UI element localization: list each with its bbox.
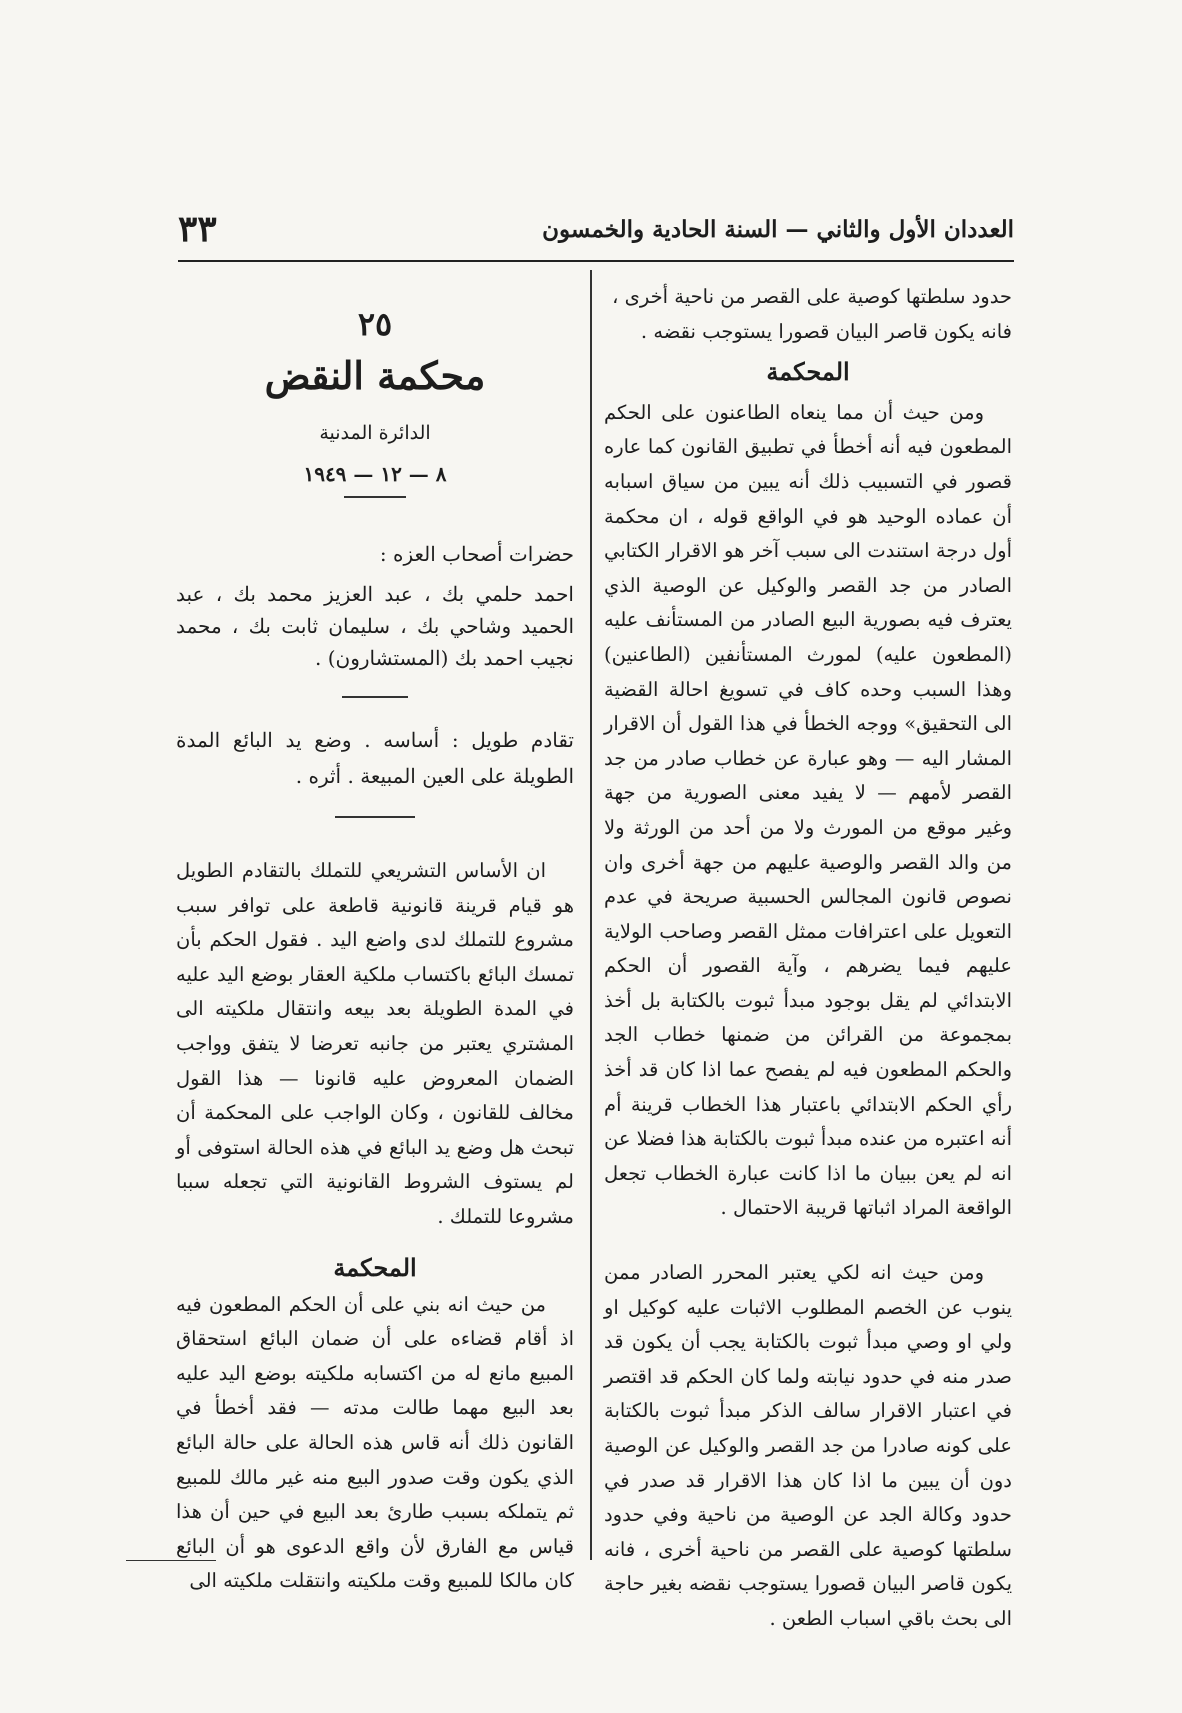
- column-divider: [590, 270, 592, 1560]
- running-title: العددان الأول والثاني — السنة الحادية والخمسون: [542, 215, 1014, 243]
- intro-line: حدود سلطتها كوصية على القصر من ناحية أخرى ،: [612, 285, 1012, 308]
- left-column: [176, 305, 574, 1599]
- circuit-name: الدائرة المدنية: [319, 422, 431, 444]
- divider: [342, 696, 408, 698]
- judgment-paragraph: ومن حيث انه لكي يعتبر المحرر الصادر ممن ينوب عن الخصم المطلوب الاثبات عليه كوكيل او ولي او وصي مبدأ ثبوت بالكتابة يجب أن يكون قد صدر منه في حدود نيابته ولما كان الحكم قد اقتصر في اعتبار الاقرار سالف الذكر مبدأ ثبوت بالكتابة على كونه صادرا من جد القصر والوكيل عن الوصية دون أن يبين ما اذا كان هذا الاقرار قد صدر في حدود وكالة الجد عن الوصية من ناحية وفي حدود سلطتها كوصية على القصر من ناحية أخرى ، فانه يكون قاصر البيان قصورا يستوجب نقضه بغير حاجة الى بحث باقي اسباب الطعن .: [604, 1261, 1012, 1630]
- headnote: تقادم طويل : أساسه . وضع يد البائع المدة الطويلة على العين المبيعة . أثره .: [176, 728, 574, 788]
- bench-names: احمد حلمي بك ، عبد العزيز محمد بك ، عبد الحميد وشاحي بك ، سليمان ثابت بك ، محمد نجيب احمد بك (المستشارون) .: [176, 582, 574, 670]
- page-number: ٣٣: [178, 208, 217, 250]
- right-column: [604, 280, 1012, 1637]
- legal-principle: ان الأساس التشريعي للتملك بالتقادم الطويل هو قيام قرينة قانونية قاطعة على توافر سبب مشروع للتملك لدى واضع اليد . فقول الحكم بأن تمسك البائع باكتساب ملكية العقار بوضع اليد عليه في المدة الطويلة بعد بيعه وانتقال ملكيته الى المشتري يعتبر من جانبه تعرضا لا يتفق وواجب الضمان المعروض عليه قانونا — هذا القول مخالف للقانون ، وكان الواجب على المحكمة أن تبحث هل وضع يد البائع في هذه الحالة استوفى أو لم يستوف الشروط القانونية التي تجعله سببا مشروعا للتملك .: [176, 859, 574, 1228]
- judgment-paragraph: ومن حيث أن مما ينعاه الطاعنون على الحكم المطعون فيه أنه أخطأ في تطبيق القانون كما عاره قصور في التسبيب ذلك أنه يبين من سياق اسبابه أن عماده الوحيد هو في الواقع قوله ، ان محكمة أول درجة استندت الى سبب آخر هو الاقرار الكتابي الصادر من جد القصر والوكيل عن الوصية الذي يعترف فيه بصورية البيع الصادر من المستأنف عليه (المطعون عليه) لمورث المستأنفين (الطاعنين) وهذا السبب وحده كاف في تسويغ احالة القضية الى التحقيق» ووجه الخطأ في هذا القول أن الاقرار المشار اليه — وهو عبارة عن خطاب صادر من جد القصر لأمهم — لا يفيد معنى الصورية من جهة وغير موقع من المورث ولا من أحد من الورثة ولا من والد القصر والوصية عليهم من جهة أخرى وان نصوص قانون المجالس الحسبية صريحة في عدم التعويل على اعترافات ممثل القصر وصاحب الولاية عليهم فيما يضرهم ، وآية القصور أن الحكم الابتدائي لم يقل بوجود مبدأ ثبوت بالكتابة بل أخذ بمجموعة من القرائن من ضمنها خطاب الجد والحكم المطعون فيه لم يفصح عما اذا كان قد أخذ رأي الحكم الابتدائي باعتبار هذا الخطاب قرينة أم أنه اعتبره من عنده مبدأ ثبوت بالكتابة هذا فضلا عن انه لم يعن ببيان ما اذا كانت عبارة الخطاب تجعل الواقعة المراد اثباتها قريبة الاحتمال .: [604, 400, 1012, 1220]
- court-name: محكمة النقض: [264, 353, 486, 398]
- case-number: ٢٥: [357, 305, 393, 343]
- judgment-paragraph: من حيث انه بني على أن الحكم المطعون فيه اذ أقام قضاءه على أن ضمان البائع استحقاق المبيع مانع له من اكتسابه ملكيته بوضع اليد عليه بعد البيع مهما طالت مدته — فقد أخطأ في القانون ذلك أنه قاس هذه الحالة على حالة البائع الذي يكون وقت صدور البيع منه غير مالك للمبيع ثم يتملكه بسبب طارئ بعد البيع في حين أن هذا قياس مع الفارق لأن واقع الدعوى هو أن البائع كان مالكا للمبيع وقت ملكيته وانتقلت ملكيته الى: [176, 1292, 574, 1593]
- bench-heading: حضرات أصحاب العزه :: [379, 542, 574, 566]
- section-heading: المحكمة: [333, 1252, 417, 1282]
- section-heading: المحكمة: [766, 357, 850, 387]
- paragraph-gap: [604, 1226, 1012, 1256]
- page-header: [178, 206, 1014, 252]
- header-rule: [178, 260, 1014, 262]
- intro-line: فانه يكون قاصر البيان قصورا يستوجب نقضه .: [640, 319, 1012, 343]
- divider: [344, 496, 406, 498]
- ruling-date: ٨ — ١٢ — ١٩٤٩: [303, 462, 447, 486]
- divider: [335, 816, 415, 818]
